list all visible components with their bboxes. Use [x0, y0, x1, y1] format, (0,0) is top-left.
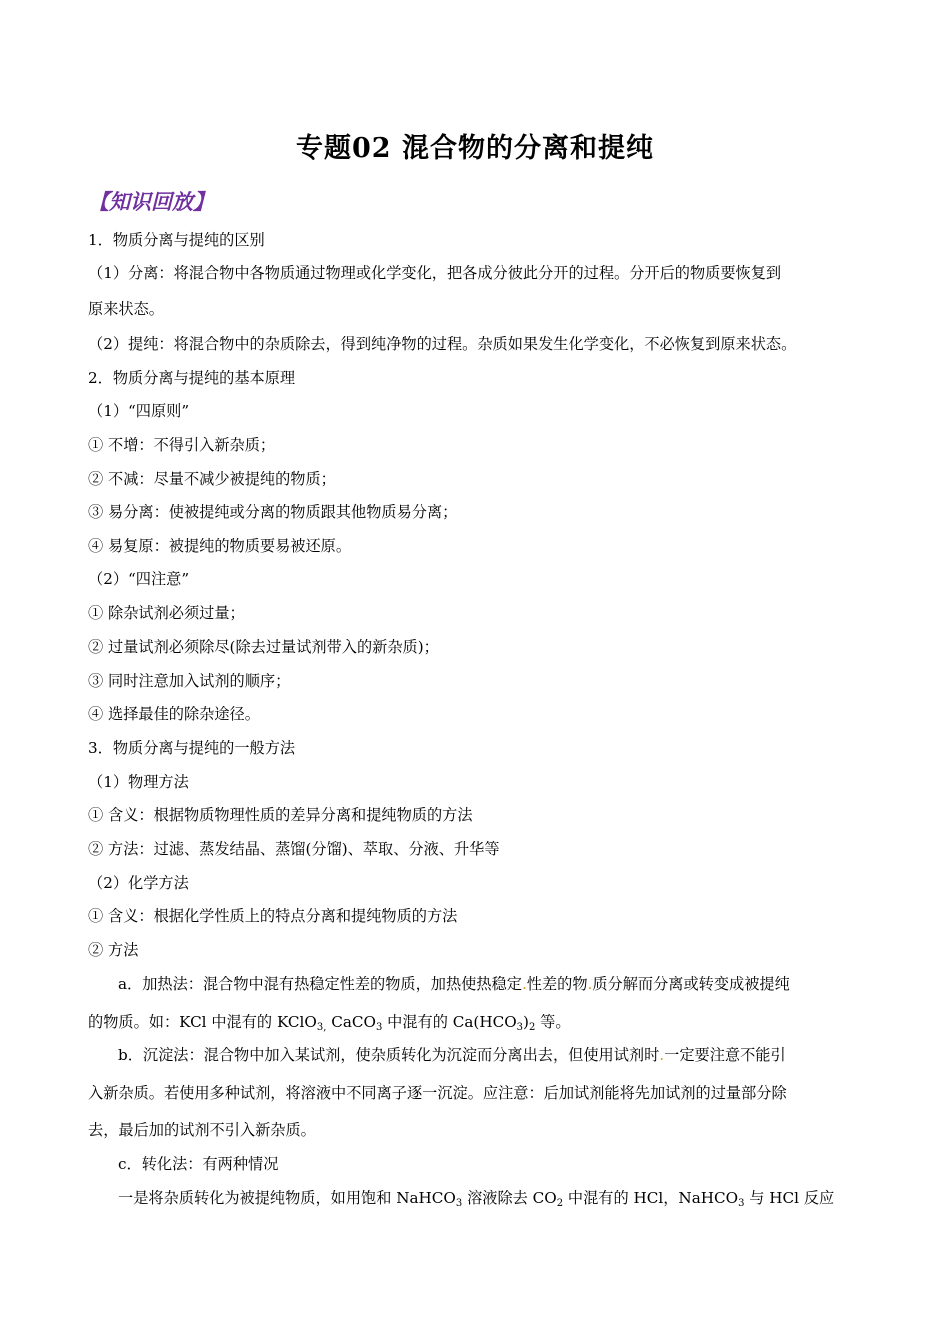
subheading-chemical: （2）化学方法 [88, 874, 189, 892]
list-item: ② 不减：尽量不减少被提纯的物质； [88, 470, 336, 488]
section-heading: 【知识回放】 [88, 189, 214, 214]
subheading-four-principles: （1）“四原则” [88, 402, 190, 420]
heading-1: 1．物质分离与提纯的区别 [88, 231, 265, 249]
paragraph-separation-1: （1）分离：将混合物中各物质通过物理或化学变化，把各成分彼此分开的过程。分开后的物质要恢复到 [88, 264, 782, 282]
list-item: ② 方法 [88, 941, 139, 959]
list-item: ① 除杂试剂必须过量； [88, 604, 245, 622]
list-item: ④ 易复原：被提纯的物质要易被还原。 [88, 537, 352, 555]
list-item: ② 过量试剂必须除尽(除去过量试剂带入的新杂质)； [88, 638, 439, 656]
subheading-four-notes: （2）“四注意” [88, 570, 190, 588]
list-item: ③ 同时注意加入试剂的顺序； [88, 672, 291, 690]
list-item: ① 不增：不得引入新杂质； [88, 436, 276, 454]
heading-3: 3．物质分离与提纯的一般方法 [88, 739, 296, 757]
page-title: 专题02 混合物的分离和提纯 [296, 133, 654, 164]
paragraph-heating-1: a．加热法：混合物中混有热稳定性差的物质，加热使热稳定.性差的物.质分解而分离或转变成被提纯 [118, 975, 790, 993]
paragraph-precipitation-1: b．沉淀法：混合物中加入某试剂，使杂质转化为沉淀而分离出去，但使用试剂时.一定要注意不能引 [118, 1046, 786, 1064]
paragraph-heating-2: 的物质。如：KCl 中混有的 KClO$_{3,}$ CaCO$_3$ 中混有的 $Ca(HCO_3)_2$ 等。 [88, 1013, 571, 1033]
paragraph-conversion-1: c．转化法：有两种情况 [118, 1155, 279, 1173]
paragraph-separation-2: 原来状态。 [88, 300, 164, 318]
list-item: ② 方法：过滤、蒸发结晶、蒸馏(分馏)、萃取、分液、升华等 [88, 840, 500, 858]
paragraph-precipitation-2: 入新杂质。若使用多种试剂，将溶液中不同离子逐一沉淀。应注意：后加试剂能将先加试剂的过量部分除 [88, 1084, 787, 1102]
list-item: ① 含义：根据物质物理性质的差异分离和提纯物质的方法 [88, 806, 473, 824]
paragraph-conversion-2: 一是将杂质转化为被提纯物质，如用饱和 NaHCO$_3$ 溶液除去 $CO_2$ 中混有的 HCl，NaHCO$_3$ 与 HCl 反应 [118, 1189, 835, 1209]
subheading-physical: （1）物理方法 [88, 773, 189, 791]
list-item: ③ 易分离：使被提纯或分离的物质跟其他物质易分离； [88, 503, 458, 521]
heading-2: 2．物质分离与提纯的基本原理 [88, 369, 296, 387]
list-item: ① 含义：根据化学性质上的特点分离和提纯物质的方法 [88, 907, 458, 925]
paragraph-purification: （2）提纯：将混合物中的杂质除去，得到纯净物的过程。杂质如果发生化学变化，不必恢复到原来状态。 [88, 335, 797, 353]
list-item: ④ 选择最佳的除杂途径。 [88, 705, 260, 723]
paragraph-precipitation-3: 去，最后加的试剂不引入新杂质。 [88, 1121, 316, 1139]
